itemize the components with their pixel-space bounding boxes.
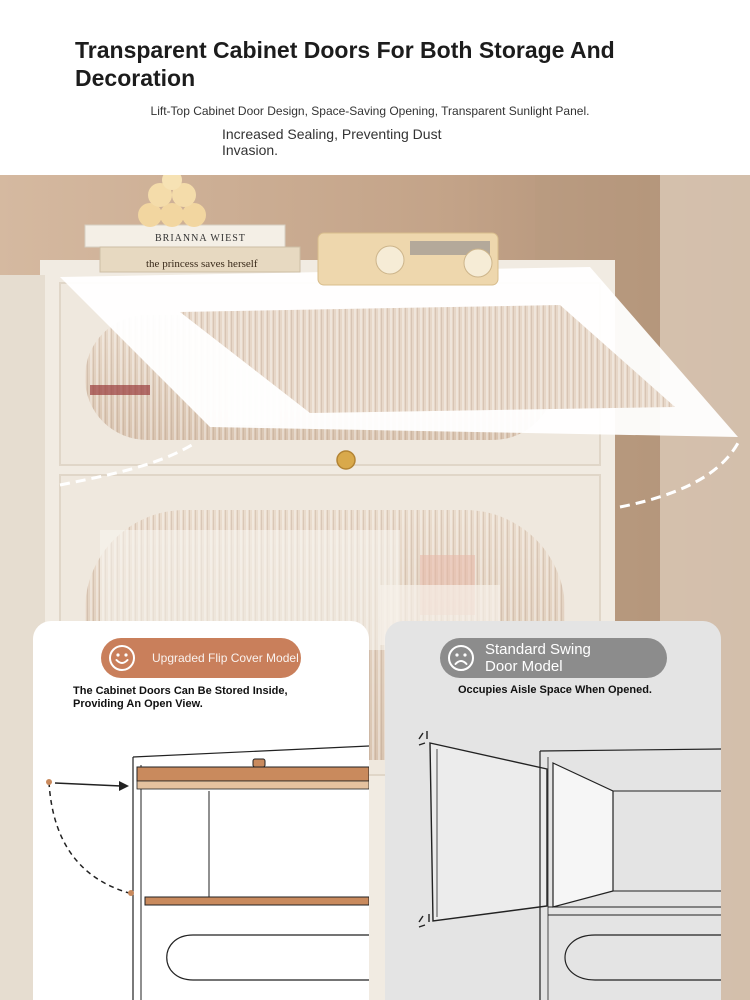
book-title-bottom: the princess saves herself	[146, 258, 258, 270]
flip-cover-badge	[101, 638, 301, 678]
swing-door-badge	[440, 638, 667, 678]
book-title-top: BRIANNA WIEST	[155, 233, 246, 244]
header	[0, 0, 750, 175]
swing-door-diagram	[385, 721, 721, 1000]
flip-cover-label: Upgraded Flip Cover Model	[152, 651, 299, 665]
swing-door-label: Standard Swing Door Model	[485, 641, 591, 675]
subtitle: Lift-Top Cabinet Door Design, Space-Saving Opening, Transparent Sunlight Panel.	[150, 104, 590, 118]
subtitle-2: Increased Sealing, Preventing Dust Invasion.	[222, 126, 442, 158]
smile-icon	[108, 644, 136, 672]
flip-cover-card	[33, 621, 369, 1000]
swing-door-description: Occupies Aisle Space When Opened.	[458, 684, 652, 696]
flip-cover-diagram	[33, 721, 369, 1000]
swing-door-card	[385, 621, 721, 1000]
frown-icon	[447, 644, 475, 672]
flip-cover-description: The Cabinet Doors Can Be Stored Inside, Providing An Open View.	[73, 685, 288, 710]
page-title: Transparent Cabinet Doors For Both Storage And Decoration	[75, 37, 615, 91]
